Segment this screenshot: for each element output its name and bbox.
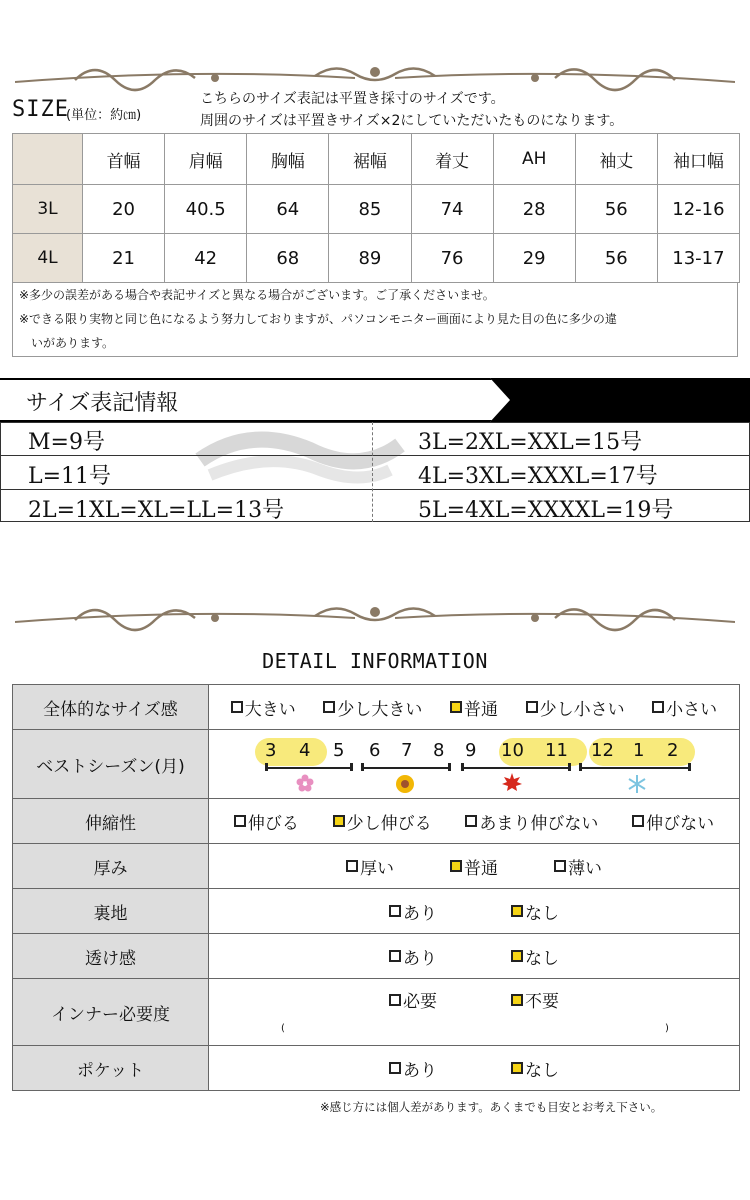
label-grid-center-line (372, 422, 373, 522)
option-sheer-no: なし (511, 944, 559, 969)
label-left-item: 2L=1XL=XL=LL=13号 (28, 498, 285, 523)
size-table-corner (13, 134, 83, 185)
size-title: SIZE (12, 97, 69, 122)
season-tick (265, 763, 268, 771)
size-cell: 12-16 (657, 185, 739, 234)
option-stretch-yes: 伸びる (234, 809, 299, 834)
checkbox-checked-icon (511, 950, 523, 962)
detail-row-thickness (13, 844, 740, 889)
size-note-line: いがあります。 (31, 336, 115, 350)
size-table-header-row (13, 134, 740, 185)
size-cell: 56 (575, 234, 657, 283)
checkbox-icon (632, 815, 644, 827)
season-winter-line (579, 767, 691, 769)
checkbox-icon (346, 860, 358, 872)
checkbox-icon (323, 701, 335, 713)
option-fit-slightly-large: 少し大きい (323, 695, 422, 720)
detail-row-lining (13, 889, 740, 934)
size-row-label: 3L (13, 185, 83, 234)
ornament-divider-middle (15, 598, 735, 632)
option-stretch-no: 伸びない (632, 809, 714, 834)
detail-label: ベストシーズン(月) (13, 730, 209, 799)
size-table (12, 133, 740, 283)
checkbox-icon (389, 1062, 401, 1074)
label-left-item: L=11号 (28, 464, 112, 489)
option-inner-not-required: 不要 (511, 987, 559, 1012)
month-label: 12 (591, 740, 614, 761)
detail-row-pocket (13, 1046, 740, 1091)
option-sheer-yes: あり (389, 944, 437, 969)
size-header-cell: 首幅 (83, 134, 165, 185)
size-header-cell: 袖丈 (575, 134, 657, 185)
size-cell: 20 (83, 185, 165, 234)
label-right-item: 3L=2XL=XXL=15号 (418, 430, 643, 455)
option-pocket-yes: あり (389, 1056, 437, 1081)
size-header-cell: 袖口幅 (657, 134, 739, 185)
season-tick (568, 763, 571, 771)
detail-table (12, 684, 740, 1091)
checkbox-checked-icon (450, 860, 462, 872)
detail-row-fit (13, 685, 740, 730)
option-thin: 薄い (554, 854, 602, 879)
option-lining-yes: あり (389, 899, 437, 924)
option-fit-small: 小さい (652, 695, 717, 720)
snowflake-icon (627, 774, 647, 794)
detail-label: ポケット (13, 1046, 209, 1091)
size-cell: 21 (83, 234, 165, 283)
checkbox-icon (231, 701, 243, 713)
option-normal-thickness: 普通 (450, 854, 498, 879)
month-label: 9 (465, 740, 477, 761)
detail-row-season (13, 730, 740, 799)
season-autumn-line (461, 767, 571, 769)
sunflower-icon (395, 774, 415, 794)
detail-label: 伸縮性 (13, 799, 209, 844)
option-thick: 厚い (346, 854, 394, 879)
size-cell: 29 (493, 234, 575, 283)
month-label: 11 (545, 740, 568, 761)
option-fit-large: 大きい (231, 695, 296, 720)
checkbox-checked-icon (333, 815, 345, 827)
checkbox-icon (389, 950, 401, 962)
size-cell: 56 (575, 185, 657, 234)
season-spring-line (265, 767, 353, 769)
size-table-row (13, 185, 740, 234)
size-cell: 76 (411, 234, 493, 283)
option-fit-normal: 普通 (450, 695, 498, 720)
size-unit: (単位：約㎝) (66, 108, 142, 123)
season-tick (448, 763, 451, 771)
season-tick (579, 763, 582, 771)
paren-open: ( (281, 1023, 285, 1034)
size-header-cell: AH (493, 134, 575, 185)
size-table-row (13, 234, 740, 283)
option-lining-no: なし (511, 899, 559, 924)
month-label: 5 (333, 740, 345, 761)
size-cell: 13-17 (657, 234, 739, 283)
checkbox-checked-icon (511, 1062, 523, 1074)
label-left-item: M=9号 (28, 430, 105, 455)
detail-title: DETAIL INFORMATION (262, 649, 488, 673)
detail-label: 厚み (13, 844, 209, 889)
detail-row-stretch (13, 799, 740, 844)
size-row-label: 4L (13, 234, 83, 283)
tape-measure-icon (190, 420, 410, 500)
size-header-cell: 着丈 (411, 134, 493, 185)
size-header-cell: 肩幅 (165, 134, 247, 185)
month-label: 7 (401, 740, 413, 761)
label-section-title: サイズ表記情報 (26, 391, 179, 416)
size-header-cell: 裾幅 (329, 134, 411, 185)
checkbox-icon (389, 905, 401, 917)
checkbox-icon (554, 860, 566, 872)
size-note-circumference: 周囲のサイズは平置きサイズ×2にしていただいたものになります。 (200, 113, 624, 129)
checkbox-icon (465, 815, 477, 827)
option-stretch-slight: 少し伸びる (333, 809, 432, 834)
checkbox-icon (526, 701, 538, 713)
detail-row-inner (13, 979, 740, 1046)
option-stretch-little: あまり伸びない (465, 809, 598, 834)
size-cell: 68 (247, 234, 329, 283)
size-cell: 74 (411, 185, 493, 234)
maple-leaf-icon (501, 772, 523, 794)
month-label: 1 (633, 740, 645, 761)
size-cell: 85 (329, 185, 411, 234)
option-fit-slightly-small: 少し小さい (526, 695, 625, 720)
label-right-item: 4L=3XL=XXXL=17号 (418, 464, 658, 489)
checkbox-checked-icon (450, 701, 462, 713)
ornament-divider-top (15, 58, 735, 92)
size-cell: 64 (247, 185, 329, 234)
detail-label: 裏地 (13, 889, 209, 934)
detail-label: 全体的なサイズ感 (13, 685, 209, 730)
checkbox-icon (234, 815, 246, 827)
option-inner-required: 必要 (389, 987, 437, 1012)
season-tick (361, 763, 364, 771)
checkbox-checked-icon (511, 905, 523, 917)
size-note-line: ※できる限り実物と同じ色になるよう努力しておりますが、パソコンモニター画面により見た目の色に多少の違 (19, 312, 617, 326)
detail-footnote: ※感じ方には個人差があります。あくまでも目安とお考え下さい。 (320, 1100, 663, 1114)
month-label: 10 (501, 740, 524, 761)
checkbox-icon (389, 994, 401, 1006)
checkbox-icon (652, 701, 664, 713)
size-note-flat: こちらのサイズ表記は平置き採寸のサイズです。 (200, 91, 505, 107)
size-cell: 28 (493, 185, 575, 234)
detail-label: 透け感 (13, 934, 209, 979)
size-cell: 40.5 (165, 185, 247, 234)
size-header-cell: 胸幅 (247, 134, 329, 185)
size-cell: 89 (329, 234, 411, 283)
month-label: 4 (299, 740, 311, 761)
size-note-line: ※多少の誤差がある場合や表記サイズと異なる場合がございます。ご了承くださいませ。 (19, 288, 495, 302)
paren-close: ) (665, 1023, 669, 1034)
month-label: 8 (433, 740, 445, 761)
month-label: 3 (265, 740, 277, 761)
season-scale (209, 730, 739, 798)
season-tick (350, 763, 353, 771)
label-right-item: 5L=4XL=XXXXL=19号 (418, 498, 674, 523)
size-notes (12, 283, 738, 357)
season-tick (461, 763, 464, 771)
size-cell: 42 (165, 234, 247, 283)
sakura-icon (296, 774, 314, 792)
month-label: 2 (667, 740, 679, 761)
detail-label: インナー必要度 (13, 979, 209, 1046)
season-tick (688, 763, 691, 771)
month-label: 6 (369, 740, 381, 761)
season-summer-line (361, 767, 451, 769)
detail-row-sheerness (13, 934, 740, 979)
option-pocket-no: なし (511, 1056, 559, 1081)
checkbox-checked-icon (511, 994, 523, 1006)
